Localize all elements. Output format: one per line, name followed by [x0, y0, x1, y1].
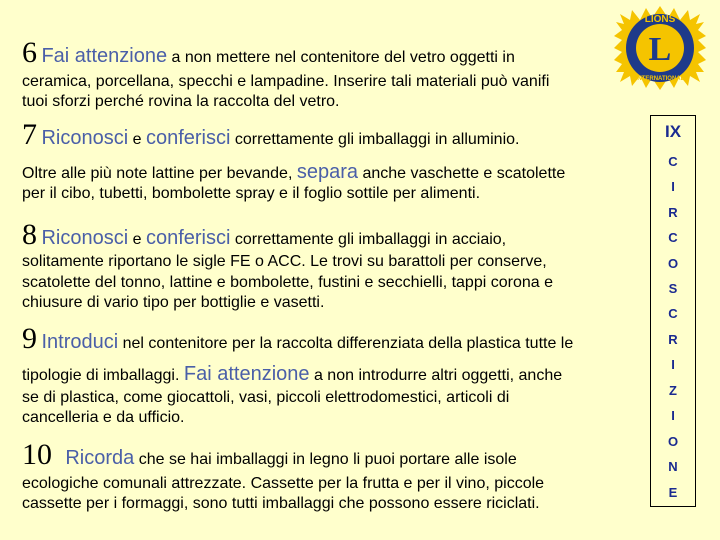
side-letter: R	[668, 332, 678, 347]
side-letter: C	[668, 306, 678, 321]
item-lead: Fai attenzione	[41, 45, 168, 67]
item-7	[22, 120, 519, 150]
item-number: 7	[22, 118, 37, 151]
side-letter: E	[668, 485, 678, 500]
item-text: anche vaschette e scatolette	[358, 165, 566, 182]
item-9	[22, 324, 573, 354]
item-10	[22, 440, 517, 470]
side-letter: S	[668, 281, 678, 296]
item-lead-2: conferisci	[145, 227, 231, 249]
item-9-line3: se di plastica, come giocattoli, vasi, piccoli elettrodomestici, articoli di	[22, 389, 510, 406]
item-lead-2: Fai attenzione	[183, 363, 310, 385]
logo-letter: L	[648, 31, 672, 68]
side-label-box	[650, 115, 696, 507]
item-text: nel contenitore per la raccolta differenziata della plastica tutte le	[118, 335, 574, 352]
item-lead: Introduci	[41, 331, 119, 353]
item-7-line2	[22, 162, 565, 184]
item-10-line3: cassette per i formaggi, sono tutti imballaggi che possono essere riciclati.	[22, 495, 540, 512]
item-highlight: separa	[296, 161, 358, 183]
side-roman-numeral: IX	[664, 122, 682, 141]
side-letter: I	[671, 179, 675, 194]
item-lead: Ricorda	[65, 447, 135, 469]
side-letter: Z	[669, 383, 677, 398]
side-letter: O	[667, 256, 679, 271]
item-number: 10	[22, 438, 52, 471]
item-9-line4: cancelleria e da ufficio.	[22, 409, 185, 426]
side-letter: N	[668, 459, 678, 474]
item-10-line2: ecologiche comunali attrezzate. Cassette per la frutta e per il vino, piccole	[22, 475, 545, 492]
lions-logo	[612, 0, 708, 96]
item-8-line2: solitamente riportano le sigle FE o ACC. Le trovi su barattoli per conserve,	[22, 253, 547, 270]
item-connector: e	[128, 131, 146, 148]
item-lead: Riconosci	[41, 227, 129, 249]
item-6-line2: ceramica, porcellana, specchi e lampadine. Inserire tali materiali può vanifi	[22, 73, 550, 90]
side-letter: O	[667, 434, 679, 449]
logo-top-text: LIONS	[644, 14, 676, 25]
item-9-line2	[22, 364, 562, 386]
logo-bottom-text: INTERNATIONAL	[635, 76, 685, 82]
item-number: 9	[22, 322, 37, 355]
item-6-line3: tuoi sforzi perché rovina la raccolta del vetro.	[22, 93, 340, 110]
item-text: Oltre alle più note lattine per bevande,	[22, 165, 297, 182]
item-connector: e	[128, 231, 146, 248]
side-letter: C	[668, 230, 678, 245]
item-lead: Riconosci	[41, 127, 129, 149]
item-text: a non introdurre altri oggetti, anche	[309, 367, 563, 384]
item-8	[22, 220, 506, 250]
item-8-line3: scatolette del tonno, lattine e bombolette, fustini e secchielli, tappi corona e	[22, 274, 553, 291]
side-letter: C	[668, 154, 678, 169]
item-7-line3: per il cibo, tubetti, bombolette spray e il foglio sottile per alimenti.	[22, 185, 481, 202]
item-6	[22, 38, 515, 68]
item-text: a non mettere nel contenitore del vetro oggetti in	[167, 49, 515, 66]
item-number: 6	[22, 36, 37, 69]
item-lead-2: conferisci	[145, 127, 231, 149]
item-text: correttamente gli imballaggi in acciaio,	[230, 231, 507, 248]
item-text: correttamente gli imballaggi in alluminio.	[230, 131, 520, 148]
item-text: tipologie di imballaggi.	[22, 367, 184, 384]
side-letter: I	[671, 408, 675, 423]
item-text: che se hai imballaggi in legno li puoi portare alle isole	[134, 451, 517, 468]
item-number: 8	[22, 218, 37, 251]
side-letter: I	[671, 357, 675, 372]
side-letter: R	[668, 205, 678, 220]
item-8-line4: chiusure di vario tipo per bottiglie e vasetti.	[22, 294, 325, 311]
